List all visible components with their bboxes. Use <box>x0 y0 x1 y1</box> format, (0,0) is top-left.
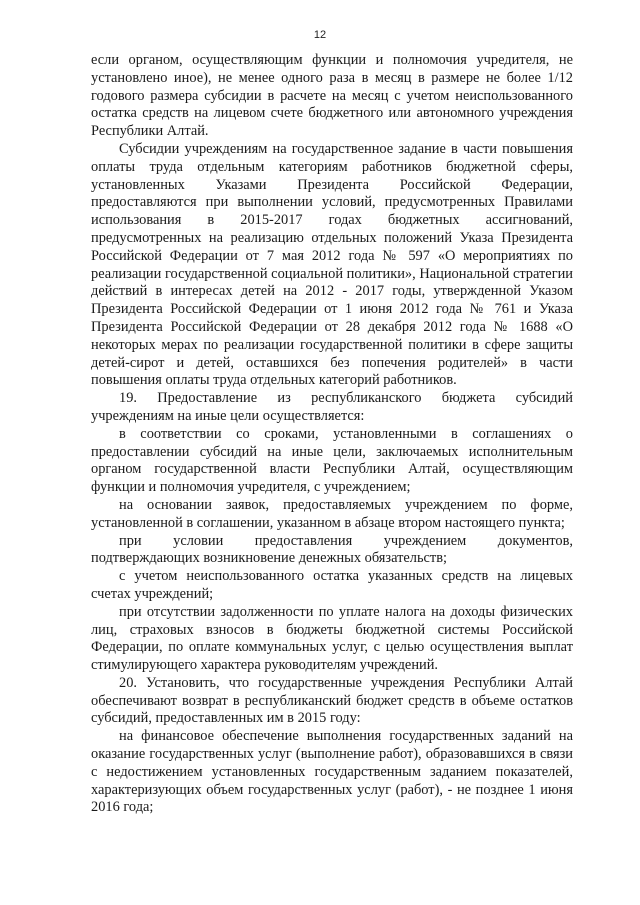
paragraph-item-19: 19. Предоставление из республиканского бюджета субсидий учреждениям на иные цели осуществляется: <box>91 390 573 424</box>
paragraph-item-20: 20. Установить, что государственные учреждения Республики Алтай обеспечивают возврат в республиканский бюджет средств в объеме остатков субсидий, предоставленных им в 2015 году: <box>91 674 573 727</box>
paragraph-item-19-applications: на основании заявок, предоставляемых учреждением по форме, установленной в соглашении, указанном в абзаце втором настоящего пункта; <box>91 496 573 531</box>
paragraph-item-19-terms: в соответствии со сроками, установленными в соглашениях о предоставлении субсидий на иные цели, заключаемых исполнительным органом государственной власти Республики Алтай, осуществляющим функции и полномочия учредителя, с учреждением; <box>91 425 573 496</box>
document-body <box>91 52 573 817</box>
paragraph-item-19-documents: при условии предоставления учреждением документов, подтверждающих возникновение денежных обязательств; <box>91 532 573 567</box>
paragraph-item-19-debts: при отсутствии задолженности по уплате налога на доходы физических лиц, страховых взносов в бюджеты бюджетной системы Российской Федерации, по оплате коммунальных услуг, с целью осуществления выплат стимулирующего характера руководителям учреждений. <box>91 603 573 674</box>
paragraph-subsidies-salary: Субсидии учреждениям на государственное задание в части повышения оплаты труда отдельным категориям работников бюджетной сферы, установленных Указами Президента Российской Федерации, предоставляются при выполнении условий, предусмотренных Правилами использования в 2015-2017 годах бюджетных ассигнований, предусмотренных на реализацию отдельных положений Указа Президента Российской Федерации от 7 мая 2012 года № 597 «О мероприятиях по реализации государственной социальной политики», Национальной стратегии действий в интересах детей на 2012 - 2017 годы, утвержденной Указом Президента Российской Федерации от 1 июня 2012 года № 761 и Указа Президента Российской Федерации от 28 декабря 2012 года № 1688 «О некоторых мерах по реализации государственной политики в сфере защиты детей-сирот и детей, оставшихся без попечения родителей» в части повышения оплаты труда отдельных категорий работников. <box>91 140 573 389</box>
paragraph-item-19-balance: с учетом неиспользованного остатка указанных средств на лицевых счетах учреждений; <box>91 568 573 602</box>
paragraph-continuation: если органом, осуществляющим функции и полномочия учредителя, не установлено иное), не менее одного раза в месяц в размере не более 1/12 годового размера субсидии в расчете на месяц с учетом неиспользованного остатка средств на лицевом счете бюджетного или автономного учреждения Республики Алтай. <box>91 52 573 140</box>
paragraph-item-20-financing: на финансовое обеспечение выполнения государственных заданий на оказание государственных услуг (выполнение работ), образовавшихся в связи с недостижением установленных государственным заданием показателей, характеризующих объем государственных услуг (работ), - не позднее 1 июня 2016 года; <box>91 728 573 816</box>
page-number: 12 <box>313 29 327 41</box>
